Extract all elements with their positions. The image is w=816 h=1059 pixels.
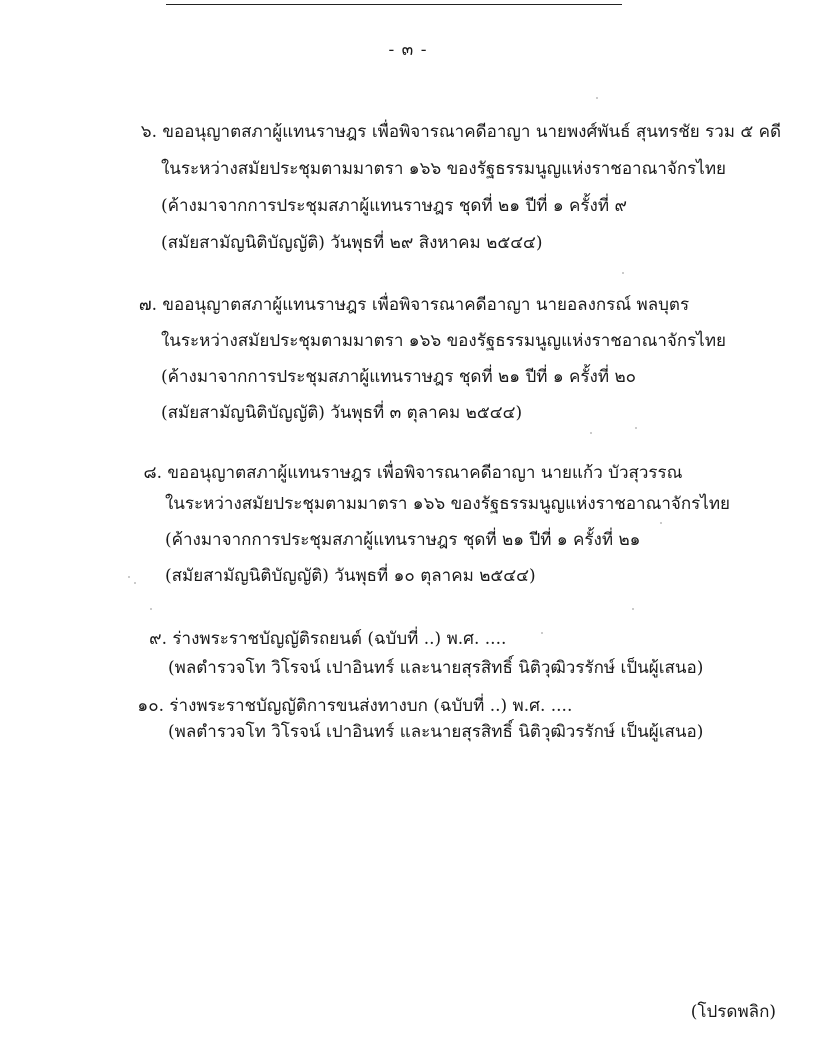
scan-speck — [134, 582, 136, 584]
scan-speck — [635, 427, 637, 429]
agenda-item-6-title-line — [135, 120, 781, 144]
item-title: ขออนุญาตสภาผู้แทนราษฎร เพื่อพิจารณาคดีอาญา นายแก้ว บัวสุวรรณ — [167, 463, 683, 483]
scan-speck — [150, 608, 152, 610]
page-number: - ๓ - — [388, 40, 428, 60]
item-number: ๑๐. — [137, 696, 164, 716]
item-text-line: (สมัยสามัญนิติบัญญัติ) วันพุธที่ ๑๐ ตุลาคม ๒๕๔๔) — [165, 566, 536, 586]
item-number: ๖. — [140, 122, 157, 142]
top-rule — [166, 4, 622, 5]
item-text-line: (สมัยสามัญนิติบัญญัติ) วันพุธที่ ๓ ตุลาคม ๒๕๔๔) — [161, 403, 523, 423]
item-text-line: (ค้างมาจากการประชุมสภาผู้แทนราษฎร ชุดที่ ๒๑ ปีที่ ๑ ครั้งที่ ๒๑ — [165, 530, 641, 550]
item-text-line: (ค้างมาจากการประชุมสภาผู้แทนราษฎร ชุดที่ ๒๑ ปีที่ ๑ ครั้งที่ ๙ — [161, 196, 627, 216]
item-text-line: (พลตำรวจโท วิโรจน์ เปาอินทร์ และนายสุรสิทธิ์ นิติวุฒิวรรักษ์ เป็นผู้เสนอ) — [168, 658, 704, 678]
agenda-item-10-title-line — [130, 694, 572, 718]
scan-speck — [632, 608, 634, 610]
item-title: ขออนุญาตสภาผู้แทนราษฎร เพื่อพิจารณาคดีอาญา นายพงศ์พันธ์ สุนทรชัย รวม ๕ คดี — [162, 122, 782, 142]
item-title: ร่างพระราชบัญญัติการขนส่งทางบก (ฉบับที่ ..) พ.ศ. .... — [169, 696, 573, 716]
item-number: ๘. — [143, 463, 162, 483]
item-number: ๗. — [138, 295, 157, 315]
scan-speck — [596, 97, 598, 99]
item-number: ๙. — [149, 629, 167, 649]
item-text-line: (ค้างมาจากการประชุมสภาผู้แทนราษฎร ชุดที่ ๒๑ ปีที่ ๑ ครั้งที่ ๒๐ — [161, 367, 637, 387]
item-text-line: ในระหว่างสมัยประชุมตามมาตรา ๑๖๖ ของรัฐธรรมนูญแห่งราชอาณาจักรไทย — [161, 159, 727, 179]
agenda-item-8-title-line — [140, 461, 682, 485]
item-title: ร่างพระราชบัญญัติรถยนต์ (ฉบับที่ ..) พ.ศ. .... — [172, 629, 507, 649]
please-turn-over-note: (โปรดพลิก) — [690, 1002, 776, 1022]
item-text-line: ในระหว่างสมัยประชุมตามมาตรา ๑๖๖ ของรัฐธรรมนูญแห่งราชอาณาจักรไทย — [165, 494, 731, 514]
scan-speck — [622, 272, 624, 274]
scan-speck — [541, 632, 543, 634]
agenda-item-9-title-line — [145, 627, 506, 651]
scan-speck — [660, 522, 662, 524]
item-text-line: (พลตำรวจโท วิโรจน์ เปาอินทร์ และนายสุรสิทธิ์ นิติวุฒิวรรักษ์ เป็นผู้เสนอ) — [168, 722, 704, 742]
scan-speck — [128, 576, 130, 578]
item-text-line: ในระหว่างสมัยประชุมตามมาตรา ๑๖๖ ของรัฐธรรมนูญแห่งราชอาณาจักรไทย — [161, 331, 727, 351]
agenda-item-7-title-line — [135, 293, 689, 317]
scan-speck — [590, 432, 592, 434]
item-text-line: (สมัยสามัญนิติบัญญัติ) วันพุธที่ ๒๙ สิงหาคม ๒๕๔๔) — [161, 233, 543, 253]
item-title: ขออนุญาตสภาผู้แทนราษฎร เพื่อพิจารณาคดีอาญา นายอลงกรณ์ พลบุตร — [162, 295, 690, 315]
